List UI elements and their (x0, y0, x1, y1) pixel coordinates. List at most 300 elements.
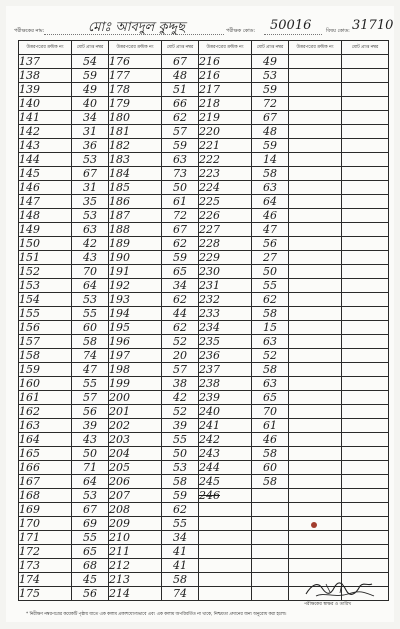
marks-value: 55 (263, 279, 277, 292)
marks-cell (342, 363, 389, 377)
roll-number: 146 (19, 181, 40, 194)
marks-cell (342, 461, 389, 475)
roll-number: 204 (109, 447, 130, 460)
marks-value: 72 (263, 97, 277, 110)
marks-cell (342, 405, 389, 419)
marks-cell (252, 167, 289, 181)
marks-cell (342, 531, 389, 545)
code-dotted-line (264, 34, 322, 35)
marks-value: 31 (83, 181, 97, 194)
marks-cell (252, 209, 289, 223)
roll-cell (109, 503, 162, 517)
marks-cell (72, 573, 109, 587)
roll-cell (199, 573, 252, 587)
roll-cell (19, 125, 72, 139)
roll-cell (19, 153, 72, 167)
roll-number: 216 (199, 55, 220, 68)
roll-cell (109, 167, 162, 181)
marks-cell (162, 419, 199, 433)
marks-value: 74 (83, 349, 97, 362)
marks-cell (72, 167, 109, 181)
marks-cell (252, 307, 289, 321)
roll-number: 210 (109, 531, 130, 544)
roll-number: 183 (109, 153, 130, 166)
marks-cell (72, 97, 109, 111)
table-row (19, 461, 389, 475)
subject-code: 31710 (352, 18, 394, 33)
marks-cell (342, 153, 389, 167)
roll-number: 237 (199, 363, 220, 376)
marks-cell (342, 545, 389, 559)
roll-number: 149 (19, 223, 40, 236)
marks-value: 47 (83, 363, 97, 376)
roll-number: 139 (19, 83, 40, 96)
marks-value: 57 (173, 363, 187, 376)
roll-number: 187 (109, 209, 130, 222)
marks-value: 67 (263, 111, 277, 124)
marks-cell (72, 181, 109, 195)
marks-value: 55 (173, 517, 187, 530)
marks-cell (342, 447, 389, 461)
marks-cell (72, 55, 109, 69)
roll-cell (19, 55, 72, 69)
marks-cell (72, 447, 109, 461)
marks-cell (72, 307, 109, 321)
marks-value: 58 (263, 475, 277, 488)
marks-value: 41 (173, 545, 187, 558)
marks-value: 49 (263, 55, 277, 68)
marks-value: 62 (173, 293, 187, 306)
marks-cell (162, 69, 199, 83)
table-row (19, 419, 389, 433)
roll-cell (289, 559, 342, 573)
marks-value: 61 (173, 195, 187, 208)
roll-number: 164 (19, 433, 40, 446)
marks-value: 50 (83, 447, 97, 460)
roll-number: 171 (19, 531, 40, 544)
roll-cell (199, 209, 252, 223)
marks-cell (252, 195, 289, 209)
col-header-roll: উত্তরপত্রের ক্রমিক নং (289, 41, 342, 55)
marks-value: 63 (263, 377, 277, 390)
roll-cell (199, 83, 252, 97)
roll-number: 150 (19, 237, 40, 250)
roll-cell (109, 83, 162, 97)
roll-cell (109, 251, 162, 265)
roll-number: 196 (109, 335, 130, 348)
table-row (19, 83, 389, 97)
marks-cell (162, 55, 199, 69)
roll-number: 179 (109, 97, 130, 110)
marks-cell (342, 349, 389, 363)
roll-cell (289, 545, 342, 559)
marks-value: 40 (83, 97, 97, 110)
marks-cell (252, 251, 289, 265)
roll-number: 211 (109, 545, 130, 558)
marks-value: 48 (173, 69, 187, 82)
roll-number: 198 (109, 363, 130, 376)
roll-cell (19, 251, 72, 265)
roll-cell (199, 55, 252, 69)
marks-cell (162, 517, 199, 531)
marks-cell (162, 167, 199, 181)
marks-value: 50 (173, 181, 187, 194)
marks-value: 53 (173, 461, 187, 474)
roll-cell (19, 167, 72, 181)
roll-number: 191 (109, 265, 130, 278)
table-row (19, 433, 389, 447)
roll-cell (199, 69, 252, 83)
marks-cell (162, 83, 199, 97)
roll-number: 214 (109, 587, 130, 600)
table-row (19, 279, 389, 293)
marks-value: 73 (173, 167, 187, 180)
marks-value: 65 (263, 391, 277, 404)
marks-value: 56 (83, 587, 97, 600)
marks-value: 66 (173, 97, 187, 110)
marks-value: 63 (263, 335, 277, 348)
roll-number: 238 (199, 377, 220, 390)
roll-cell (19, 475, 72, 489)
roll-cell (109, 111, 162, 125)
roll-cell (289, 83, 342, 97)
marks-value: 59 (173, 139, 187, 152)
roll-number: 195 (109, 321, 130, 334)
table-row (19, 251, 389, 265)
roll-number: 163 (19, 419, 40, 432)
marks-value: 45 (83, 573, 97, 586)
marks-value: 42 (173, 391, 187, 404)
marks-cell (162, 349, 199, 363)
marks-cell (162, 391, 199, 405)
marks-cell (252, 531, 289, 545)
marks-cell (162, 237, 199, 251)
roll-number: 144 (19, 153, 40, 166)
marks-value: 53 (83, 209, 97, 222)
marks-cell (162, 321, 199, 335)
marks-cell (72, 335, 109, 349)
roll-cell (109, 489, 162, 503)
marks-cell (252, 559, 289, 573)
marks-cell (72, 531, 109, 545)
roll-cell (289, 153, 342, 167)
roll-cell (199, 363, 252, 377)
marks-cell (72, 433, 109, 447)
marks-value: 69 (83, 517, 97, 530)
marks-value: 64 (83, 279, 97, 292)
roll-cell (199, 195, 252, 209)
roll-number: 230 (199, 265, 220, 278)
roll-number: 245 (199, 475, 220, 488)
roll-number: 148 (19, 209, 40, 222)
marks-cell (72, 503, 109, 517)
table-row (19, 377, 389, 391)
roll-cell (199, 489, 252, 503)
roll-cell (109, 307, 162, 321)
roll-number: 152 (19, 265, 40, 278)
marks-value: 58 (263, 363, 277, 376)
roll-cell (289, 405, 342, 419)
marks-cell (72, 265, 109, 279)
marks-value: 62 (173, 503, 187, 516)
roll-number: 165 (19, 447, 40, 460)
roll-cell (19, 223, 72, 237)
roll-cell (199, 293, 252, 307)
roll-cell (19, 181, 72, 195)
roll-number: 169 (19, 503, 40, 516)
roll-cell (289, 349, 342, 363)
roll-cell (109, 475, 162, 489)
marks-value: 58 (173, 573, 187, 586)
table-row (19, 503, 389, 517)
marks-value: 55 (173, 433, 187, 446)
col-header-roll: উত্তরপত্রের ক্রমিক নং (19, 41, 72, 55)
roll-cell (289, 139, 342, 153)
marks-value: 62 (263, 293, 277, 306)
table-row (19, 517, 389, 531)
roll-number: 205 (109, 461, 130, 474)
roll-cell (109, 139, 162, 153)
marks-value: 58 (263, 307, 277, 320)
roll-cell (109, 517, 162, 531)
roll-cell (109, 293, 162, 307)
roll-cell (19, 209, 72, 223)
roll-number: 172 (19, 545, 40, 558)
roll-cell (19, 83, 72, 97)
roll-cell (289, 419, 342, 433)
marks-cell (162, 139, 199, 153)
marks-cell (162, 307, 199, 321)
roll-cell (199, 237, 252, 251)
marks-cell (252, 377, 289, 391)
marks-value: 34 (83, 111, 97, 124)
marks-cell (162, 279, 199, 293)
marks-value: 57 (173, 125, 187, 138)
table-row (19, 139, 389, 153)
roll-cell (109, 447, 162, 461)
roll-number: 192 (109, 279, 130, 292)
roll-cell (199, 265, 252, 279)
roll-number: 246 (199, 489, 220, 502)
roll-cell (19, 461, 72, 475)
marks-value: 54 (83, 55, 97, 68)
roll-cell (289, 265, 342, 279)
roll-cell (109, 55, 162, 69)
marks-value: 58 (173, 475, 187, 488)
roll-cell (289, 223, 342, 237)
roll-number: 216 (199, 69, 220, 82)
marks-cell (72, 489, 109, 503)
roll-number: 235 (199, 335, 220, 348)
marks-value: 70 (83, 265, 97, 278)
roll-number: 228 (199, 237, 220, 250)
marks-cell (342, 279, 389, 293)
roll-number: 231 (199, 279, 220, 292)
roll-cell (19, 503, 72, 517)
roll-cell (109, 265, 162, 279)
marks-value: 46 (263, 209, 277, 222)
roll-cell (109, 391, 162, 405)
footer-note: * নিরীক্ষণ নম্বরপত্রের কয়েকটি পৃষ্ঠায় যাতে এক কলাম প্রকাশযোগ্যভাবে এবং এক কলাম অপরিবর্তিত না থাকে, নিশ্চয়তা প্রদানের জন্য অনুরোধ করা হলো। (26, 612, 287, 617)
roll-number: 175 (19, 587, 40, 600)
roll-number: 137 (19, 55, 40, 68)
marks-value: 42 (83, 237, 97, 250)
roll-number: 188 (109, 223, 130, 236)
roll-cell (109, 223, 162, 237)
marks-value: 63 (173, 153, 187, 166)
marks-value: 58 (83, 335, 97, 348)
roll-cell (289, 447, 342, 461)
marks-value: 70 (263, 405, 277, 418)
roll-cell (109, 195, 162, 209)
marks-cell (252, 69, 289, 83)
marks-value: 58 (263, 167, 277, 180)
marks-cell (342, 419, 389, 433)
roll-number: 190 (109, 251, 130, 264)
marks-value: 51 (173, 83, 187, 96)
marks-cell (252, 573, 289, 587)
marks-value: 59 (173, 489, 187, 502)
table-row (19, 55, 389, 69)
roll-number: 154 (19, 293, 40, 306)
roll-cell (289, 237, 342, 251)
roll-number: 241 (199, 419, 220, 432)
marks-cell (72, 377, 109, 391)
roll-cell (109, 531, 162, 545)
roll-number: 186 (109, 195, 130, 208)
examiner-code: 50016 (270, 18, 312, 33)
marks-cell (72, 517, 109, 531)
roll-number: 178 (109, 83, 130, 96)
marks-cell (342, 251, 389, 265)
roll-number: 239 (199, 391, 220, 404)
marks-cell (252, 153, 289, 167)
marks-cell (342, 167, 389, 181)
marks-cell (252, 587, 289, 601)
roll-number: 157 (19, 335, 40, 348)
roll-number: 173 (19, 559, 40, 572)
marks-cell (72, 293, 109, 307)
marks-cell (162, 433, 199, 447)
marks-cell (342, 503, 389, 517)
marks-value: 39 (173, 419, 187, 432)
roll-cell (199, 433, 252, 447)
roll-cell (19, 447, 72, 461)
marks-value: 31 (83, 125, 97, 138)
marks-value: 59 (83, 69, 97, 82)
table-row (19, 97, 389, 111)
table-row (19, 153, 389, 167)
roll-number: 193 (109, 293, 130, 306)
marks-cell (342, 517, 389, 531)
marks-cell (342, 335, 389, 349)
marks-value: 67 (173, 223, 187, 236)
marks-value: 49 (83, 83, 97, 96)
roll-number: 166 (19, 461, 40, 474)
roll-number: 233 (199, 307, 220, 320)
marks-cell (72, 209, 109, 223)
roll-number: 168 (19, 489, 40, 502)
marks-cell (252, 335, 289, 349)
marks-value: 50 (263, 265, 277, 278)
marks-cell (252, 489, 289, 503)
roll-number: 176 (109, 55, 130, 68)
marks-value: 65 (83, 545, 97, 558)
table-row (19, 335, 389, 349)
roll-cell (19, 307, 72, 321)
marks-cell (252, 293, 289, 307)
marks-cell (72, 223, 109, 237)
roll-cell (289, 181, 342, 195)
roll-cell (19, 433, 72, 447)
marks-cell (252, 517, 289, 531)
roll-number: 217 (199, 83, 220, 96)
roll-cell (109, 573, 162, 587)
examiner-signature (302, 578, 378, 600)
marks-cell (72, 321, 109, 335)
marks-cell (252, 391, 289, 405)
examiner-code-label: পরীক্ষক কোড: (226, 28, 256, 34)
roll-cell (19, 545, 72, 559)
marks-value: 43 (83, 433, 97, 446)
marks-cell (162, 125, 199, 139)
roll-cell (199, 167, 252, 181)
marks-cell (162, 447, 199, 461)
marks-value: 48 (263, 125, 277, 138)
marks-value: 74 (173, 587, 187, 600)
marks-cell (252, 265, 289, 279)
roll-cell (199, 279, 252, 293)
marks-value: 15 (263, 321, 277, 334)
marks-value: 38 (173, 377, 187, 390)
roll-cell (109, 181, 162, 195)
roll-number: 140 (19, 97, 40, 110)
roll-cell (289, 433, 342, 447)
roll-cell (19, 111, 72, 125)
roll-cell (199, 251, 252, 265)
marks-value: 47 (263, 223, 277, 236)
col-header-roll: উত্তরপত্রের ক্রমিক নং (109, 41, 162, 55)
roll-cell (19, 335, 72, 349)
marks-cell (252, 363, 289, 377)
roll-number: 184 (109, 167, 130, 180)
table-row (19, 545, 389, 559)
roll-cell (289, 209, 342, 223)
roll-cell (199, 377, 252, 391)
marks-cell (342, 55, 389, 69)
roll-cell (19, 377, 72, 391)
roll-cell (19, 139, 72, 153)
roll-cell (109, 125, 162, 139)
roll-number: 209 (109, 517, 130, 530)
marks-cell (162, 559, 199, 573)
roll-number: 147 (19, 195, 40, 208)
marks-cell (252, 321, 289, 335)
roll-cell (19, 531, 72, 545)
roll-number: 182 (109, 139, 130, 152)
table-row (19, 391, 389, 405)
col-header-marks: মোট প্রাপ্ত নম্বর (342, 41, 389, 55)
examiner-name: মোঃ আবদুল কুদ্দুছ (88, 20, 185, 35)
marks-value: 43 (83, 251, 97, 264)
roll-number: 219 (199, 111, 220, 124)
roll-cell (199, 125, 252, 139)
marks-cell (162, 475, 199, 489)
col-header-marks: মোট প্রাপ্ত নম্বর (72, 41, 109, 55)
roll-cell (19, 237, 72, 251)
roll-number: 201 (109, 405, 130, 418)
roll-cell (19, 293, 72, 307)
